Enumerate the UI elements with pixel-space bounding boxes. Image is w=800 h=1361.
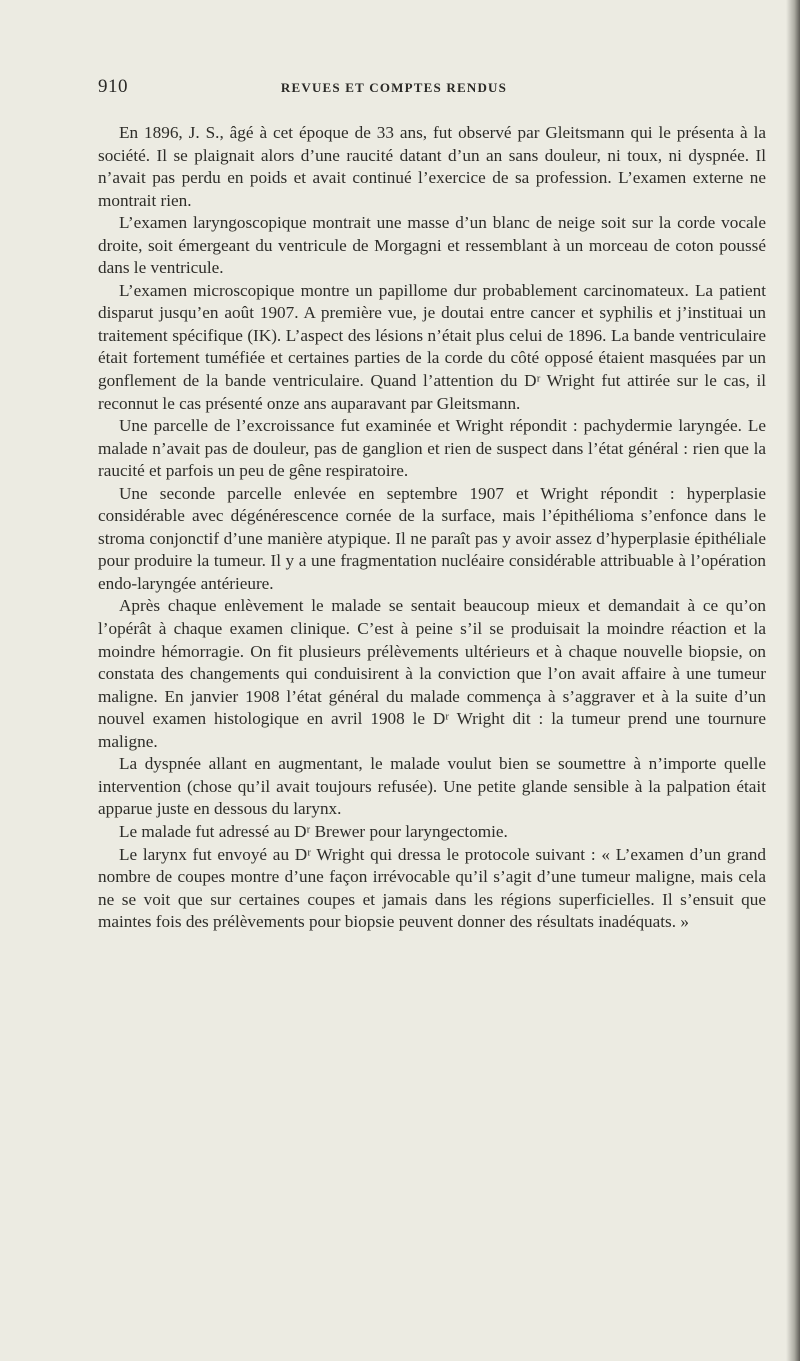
- paragraph: L’examen laryngoscopique montrait une masse d’un blanc de neige soit sur la corde vocale droite, soit émergeant du ventricule de Morgagni et ressemblant à un morceau de coton poussé dans le ventricule.: [98, 213, 766, 278]
- paragraph: Après chaque enlèvement le malade se sentait beaucoup mieux et demandait à ce qu’on l’opérât à chaque examen clinique. C’est à peine s’il se produisait la moindre réaction et la moindre hémorragie. On fit plusieurs prélèvements ultérieurs et à chaque nouvelle biopsie, on constata des changements qui conduisirent à la conviction que l’on avait affaire à une tumeur maligne. En janvier 1908 l’état général du malade commença à s’aggraver et à la suite d’un nouvel examen histologique en avril 1908 le Dʳ Wright dit : la tumeur prend une tournure maligne.: [98, 596, 766, 751]
- paragraph: En 1896, J. S., âgé à cet époque de 33 ans, fut observé par Gleitsmann qui le présenta à la société. Il se plaignait alors d’une raucité datant d’un an sans douleur, ni toux, ni dyspnée. Il n’avait pas perdu en poids et avait continué l’exercice de sa profession. L’examen externe ne montrait rien.: [98, 123, 766, 210]
- running-head: REVUES ET COMPTES RENDUS: [280, 80, 508, 95]
- article-body: [98, 122, 766, 934]
- page-edge-shadow: [786, 0, 800, 1361]
- paragraph: Le malade fut adressé au Dʳ Brewer pour laryngectomie.: [119, 821, 508, 841]
- page-number: 910: [98, 76, 128, 97]
- paragraph: L’examen microscopique montre un papillome dur probablement carcinomateux. La patient disparut jusqu’en août 1907. A première vue, je doutai entre cancer et syphilis et j’instituai un traitement spécifique (IK). L’aspect des lésions n’était plus celui de 1896. La bande ventriculaire était fortement tuméfiée et certaines parties de la corde du côté opposé étaient masquées par un gonflement de la bande ventriculaire. Quand l’attention du Dʳ Wright fut attirée sur le cas, il reconnut le cas présenté onze ans auparavant par Gleitsmann.: [98, 280, 766, 413]
- paragraph: Le larynx fut envoyé au Dʳ Wright qui dressa le protocole suivant : « L’examen d’un grand nombre de coupes montre d’une façon irrévocable qu’il s’agit d’une tumeur maligne, mais cela ne se voit que sur certaines coupes et jamais dans les régions superficielles. Il s’ensuit que maintes fois des prélèvements pour biopsie peuvent donner des résultats inadéquats. »: [98, 844, 766, 932]
- page-header: [98, 76, 690, 102]
- paragraph: Une parcelle de l’excroissance fut examinée et Wright répondit : pachydermie laryngée. Le malade n’avait pas de douleur, pas de ganglion et rien de suspect dans l’état général : rien que la raucité et parfois un peu de gêne respiratoire.: [98, 416, 766, 481]
- paragraph: La dyspnée allant en augmentant, le malade voulut bien se soumettre à n’importe quelle intervention (chose qu’il avait toujours refusée). Une petite glande sensible à la palpation était apparue juste en dessous du larynx.: [98, 754, 766, 819]
- paragraph: Une seconde parcelle enlevée en septembre 1907 et Wright répondit : hyperplasie considérable avec dégénérescence cornée de la surface, mais l’épithélioma s’enfonce dans le stroma conjonctif d’une manière atypique. Il ne paraît pas y avoir assez d’hyperplasie épithéliale pour produire la tumeur. Il y a une fragmentation nucléaire considérable attribuable à l’opération endo-laryngée antérieure.: [98, 483, 766, 593]
